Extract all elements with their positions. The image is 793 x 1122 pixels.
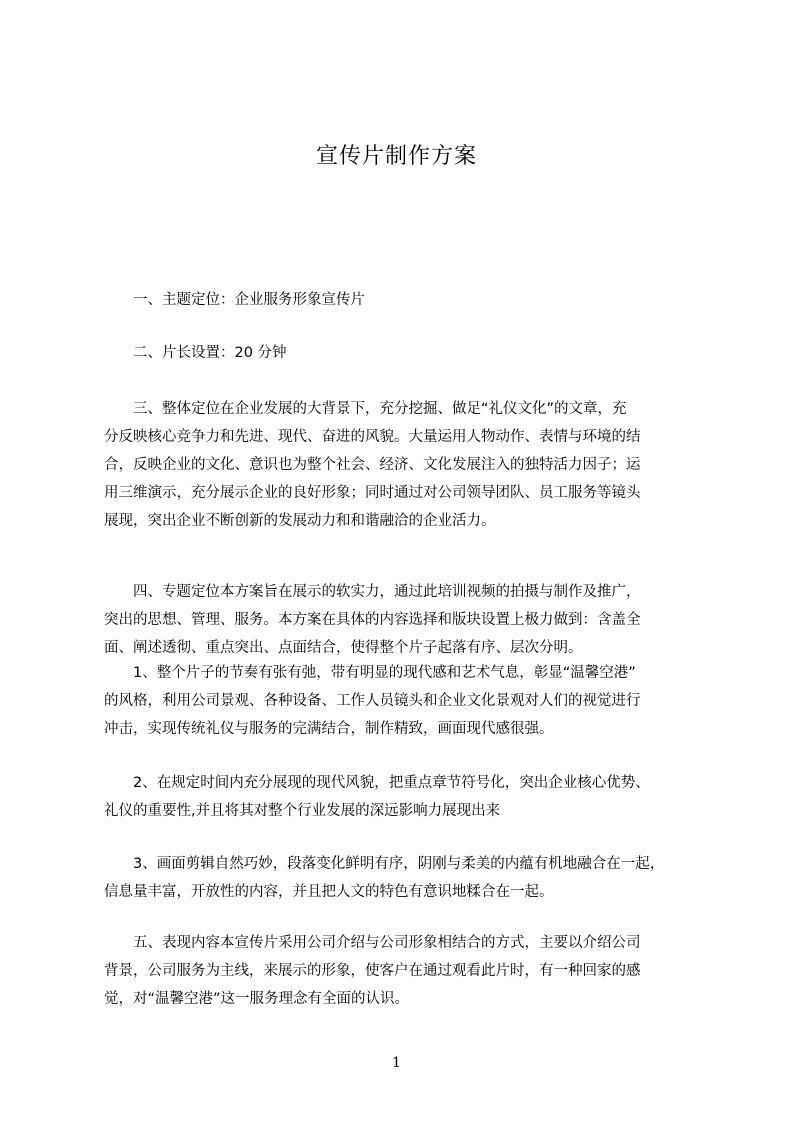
paragraph-line: 觉，对“温馨空港”这一服务理念有全面的认识。 [104,991,410,1007]
paragraph-line: 合，反映企业的文化、意识也为整个社会、经济、文化发展注入的独特活力因子；运 [104,457,641,473]
paragraph-line: 1、整个片子的节奏有张有弛，带有明显的现代感和艺术气息，彰显“温馨空港” [104,665,636,681]
paragraph-line: 展现，突出企业不断创新的发展动力和和谐融洽的企业活力。 [104,513,496,529]
page-title: 宣传片制作方案 [315,144,477,169]
paragraph-overall-positioning [104,395,716,535]
paragraph-line: 背景，公司服务为主线，来展示的形象，使客户在通过观看此片时，有一种回家的感 [104,963,641,979]
paragraph-line: 四、专题定位本方案旨在展示的软实力，通过此培训视频的拍摄与制作及推广， [104,584,641,600]
paragraph-line: 面、阐述透彻、重点突出、点面结合，使得整个片子起落有序、层次分明。 [104,640,583,656]
paragraph-duration [104,339,716,367]
paragraph-line: 的风格，利用公司景观、各种设备、工作人员镜头和企业文化景观对人们的视觉进行 [104,693,641,709]
paragraph-line: 用三维演示，充分展示企业的良好形象；同时通过对公司领导团队、员工服务等镜头 [104,485,641,501]
paragraph-item-2 [104,769,716,825]
paragraph-line: 冲击，实现传统礼仪与服务的完满结合，制作精致，画面现代感很强。 [104,721,554,737]
paragraph-topic-positioning [104,578,716,662]
paragraph-line: 3、画面剪辑自然巧妙，段落变化鲜明有序，阴刚与柔美的内蕴有机地融合在一起， [104,856,665,872]
paragraph-line: 二、片长设置：20 分钟 [104,345,287,361]
paragraph-item-1 [104,659,716,743]
paragraph-line: 五、表现内容本宣传片采用公司介绍与公司形象相结合的方式，主要以介绍公司 [104,935,641,951]
paragraph-line: 三、整体定位在企业发展的大背景下，充分挖掘、做足“礼仪文化”的文章，充 [104,401,627,417]
paragraph-theme-positioning [104,286,716,314]
paragraph-content [104,929,716,1013]
paragraph-line: 礼仪的重要性,并且将其对整个行业发展的深远影响力展现出来 [104,803,501,819]
paragraph-line: 一、主题定位：企业服务形象宣传片 [104,292,365,308]
paragraph-item-3 [104,850,716,906]
paragraph-line: 2、在规定时间内充分展现的现代风貌，把重点章节符号化，突出企业核心优势、 [104,775,650,791]
paragraph-line: 信息量丰富，开放性的内容，并且把人文的特色有意识地糅合在一起。 [104,884,554,900]
paragraph-line: 分反映核心竞争力和先进、现代、奋进的风貌。大量运用人物动作、表情与环境的结 [104,429,641,445]
page-number: 1 [392,1055,401,1071]
paragraph-line: 突出的思想、管理、服务。本方案在具体的内容选择和版块设置上极力做到：含盖全 [104,612,641,628]
